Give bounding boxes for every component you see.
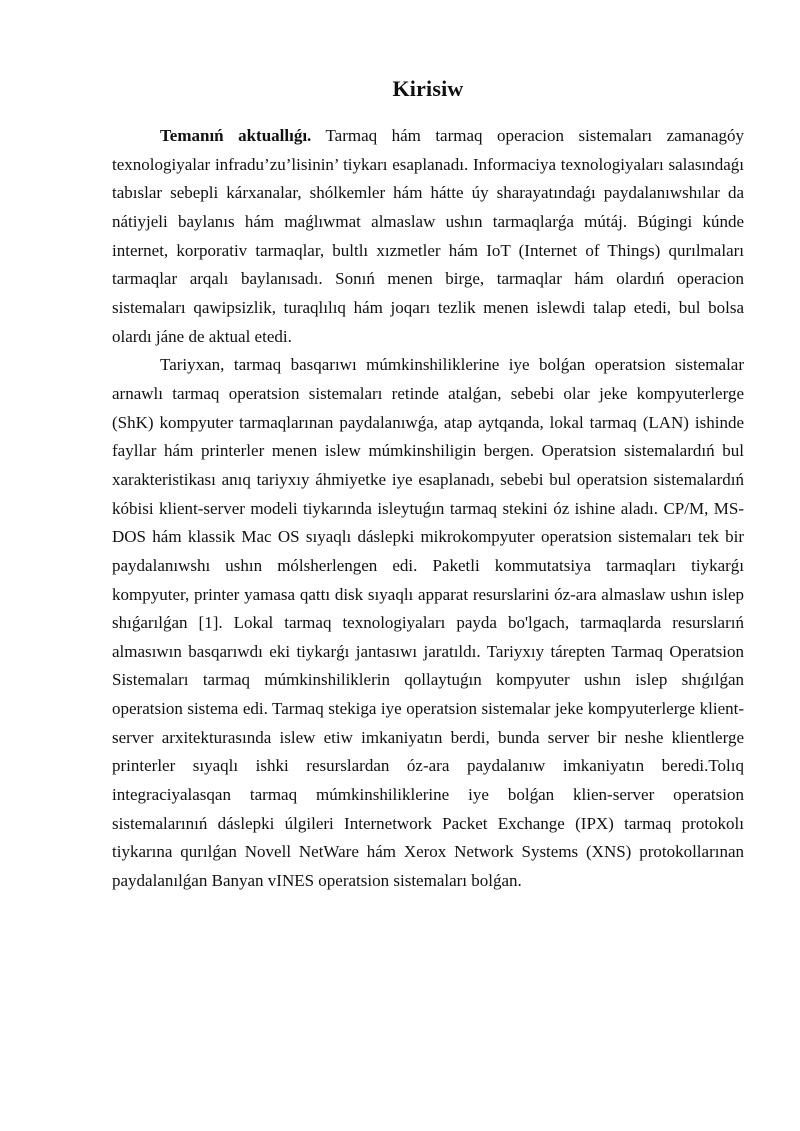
paragraph-body: Tarmaq hám tarmaq operacion sistemaları zamanagóy texnologiyalar infradu’zu’lisinin’ tiykarı esaplanadı. Informaciya texnologiyaları salasındaǵı tabıslar sebepli kárxanalar, shólkemler hám hátte úy sharayatındaǵı paydalanıwshılar da nátiyjeli baylanıs hám maǵlıwmat almaslaw ushın tarmaqlarǵa mútáj. Búgingi kúnde internet, korporativ tarmaqlar, bultlı xızmetler hám IoT (Internet of Things) qurılmaları tarmaqlar arqalı baylanısadı. Sonıń menen birge, tarmaqlar hám olardıń operacion sistemaları qawipsizlik, turaqlılıq hám joqarı tezlik menen islewdi talap etedi, bul bolsa olardı jáne de aktual etedi. bbox=[112, 126, 744, 346]
paragraph-relevance bbox=[112, 122, 744, 351]
paragraph-lead: Temanıń aktuallıǵı. bbox=[160, 126, 312, 145]
page-title: Kirisiw bbox=[392, 76, 464, 101]
paragraph-history: Tariyxan, tarmaq basqarıwı múmkinshiliklerine iye bolǵan operatsion sistemalar arnawlı tarmaq operatsion sistemaları retinde atalǵan, sebebi olar jeke kompyuterlerge (ShK) kompyuter tarmaqlarınan paydalanıwǵa, atap aytqanda, lokal tarmaq (LAN) ishinde fayllar hám printerler menen islew múmkinshiligin bergen. Operatsion sistemalardıń bul xarakteristikası anıq tariyxıy áhmiyetke iye esaplanadı, sebebi bul operatsion sistemalardıń kóbisi klient-server modeli tiykarında isleytuǵın tarmaq stekini óz ishine aladı. CP/M, MS-DOS hám klassik Mac OS sıyaqlı dáslepki mikrokompyuter operatsion sistemaları tek bir paydalanıwshı ushın mólsherlengen edi. Paketli kommutatsiya tarmaqları tiykarǵı kompyuter, printer yamasa qattı disk sıyaqlı apparat resurslarini óz-ara almaslaw ushın islep shıǵarılǵan [1]. Lokal tarmaq texnologiyaları payda bo'lgach, tarmaqlarda resurslarıń almasıwın basqarıwdı eki tiykarǵı jantasıwı jaratıldı. Tariyxıy tárepten Tarmaq Operatsion Sistemaları tarmaq múmkinshiliklerin qollaytuǵın kompyuter ushın islep shıǵılǵan operatsion sistema edi. Tarmaq stekiga iye operatsion sistemalar jeke kompyuterlerge klient-server arxitekturasında islew etiw imkaniyatın berdi, bunda server bir neshe klientlerge printerler sıyaqlı ishki resurslardan óz-ara paydalanıw imkaniyatın beredi.Tolıq integraciyalasqan tarmaq múmkinshiliklerine iye bolǵan klien-server operatsion sistemalarınıń dáslepki úlgileri Internetwork Packet Exchange (IPX) tarmaq protokolı tiykarına qurılǵan Novell NetWare hám Xerox Network Systems (XNS) protokollarınan paydalanılǵan Banyan vINES operatsion sistemaları bolǵan. bbox=[112, 355, 744, 891]
